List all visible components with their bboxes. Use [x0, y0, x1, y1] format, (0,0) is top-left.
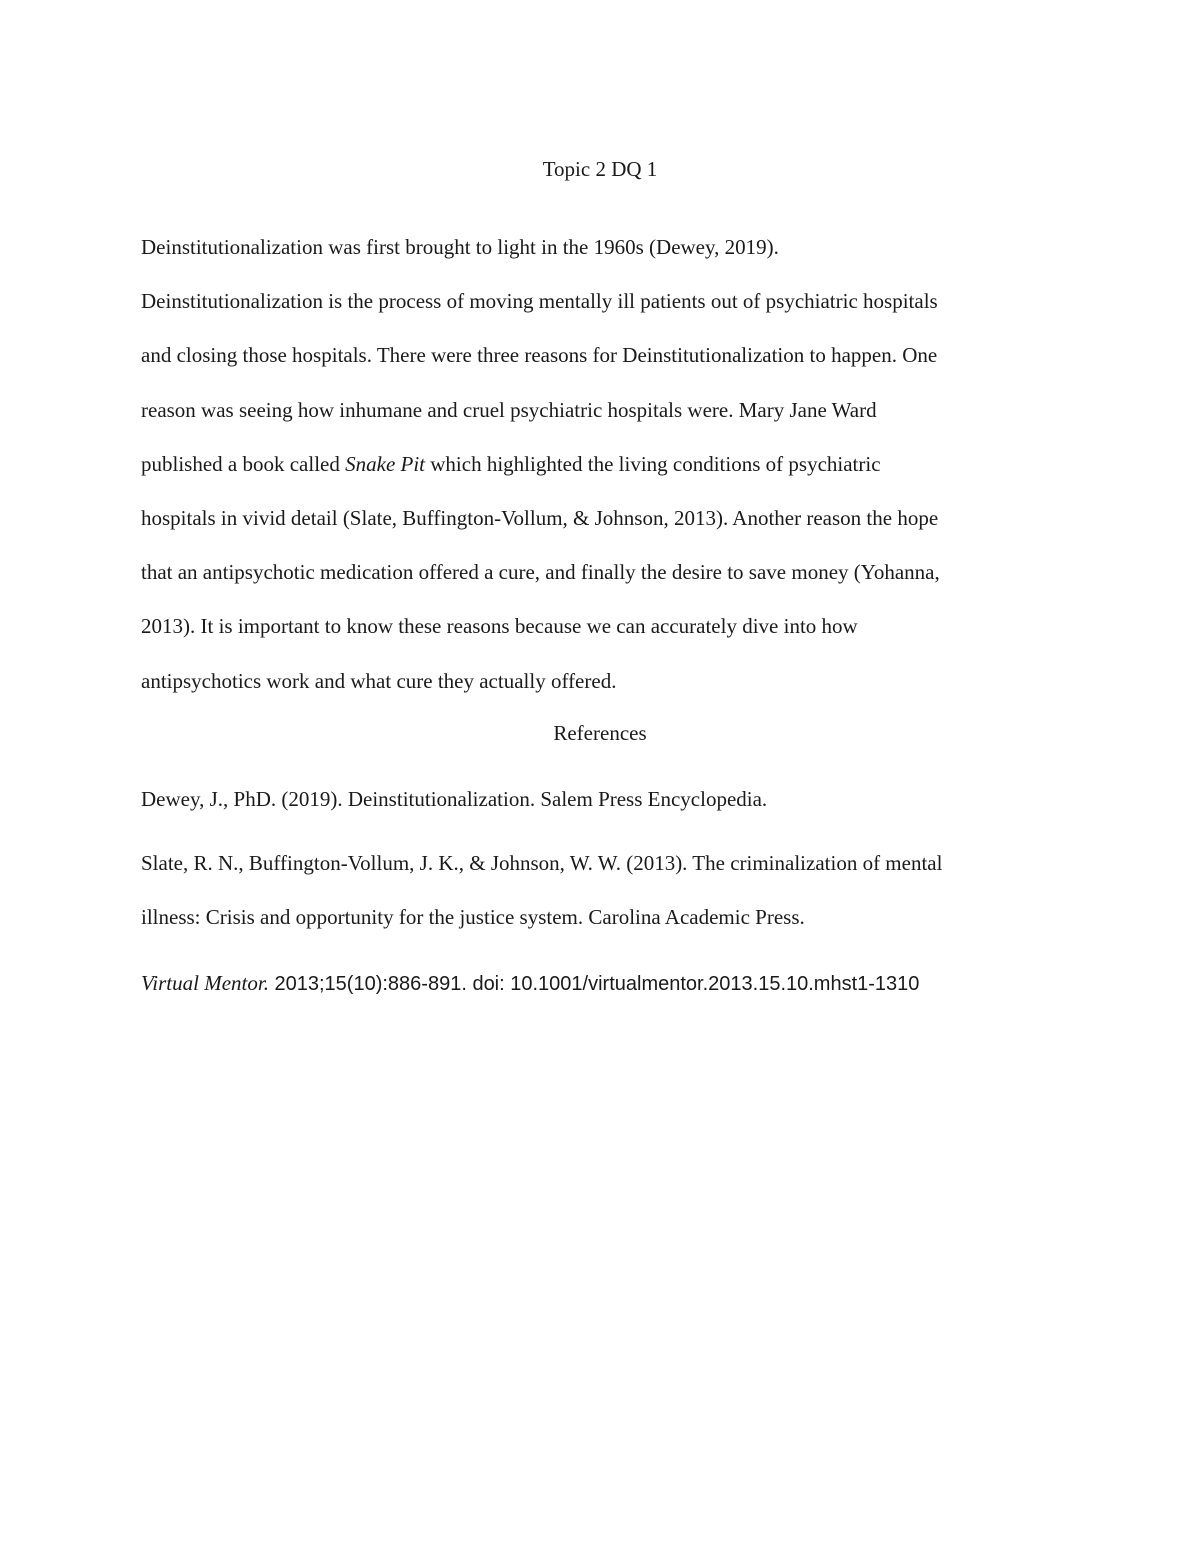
reference-entry-continuation: illness: Crisis and opportunity for the justice system. Carolina Academic Press.	[141, 905, 805, 929]
document-title: Topic 2 DQ 1	[542, 157, 658, 181]
reference-entry: Virtual Mentor. 2013;15(10):886-891. doi: 10.1001/virtualmentor.2013.15.10.mhst1-1310	[141, 971, 920, 995]
reference-entry: Slate, R. N., Buffington-Vollum, J. K., & Johnson, W. W. (2013). The criminalization of mental	[141, 851, 943, 875]
body-line: 2013). It is important to know these reasons because we can accurately dive into how	[141, 614, 858, 639]
body-line: that an antipsychotic medication offered a cure, and finally the desire to save money (Yohanna,	[141, 560, 940, 585]
references-heading: References	[553, 721, 647, 745]
body-line: Deinstitutionalization is the process of moving mentally ill patients out of psychiatric hospitals	[141, 289, 938, 314]
journal-title: Virtual Mentor.	[141, 971, 269, 995]
body-line: hospitals in vivid detail (Slate, Buffington-Vollum, & Johnson, 2013). Another reason the hope	[141, 506, 939, 531]
book-title: Snake Pit	[345, 451, 426, 476]
reference-entry: Dewey, J., PhD. (2019). Deinstitutionalization. Salem Press Encyclopedia.	[141, 787, 768, 811]
body-line: reason was seeing how inhumane and cruel psychiatric hospitals were. Mary Jane Ward	[141, 397, 877, 422]
body-line: Deinstitutionalization was first brought to light in the 1960s (Dewey, 2019).	[141, 235, 779, 259]
body-line: published a book called Snake Pit which highlighted the living conditions of psychiatric	[141, 451, 881, 476]
body-line: and closing those hospitals. There were three reasons for Deinstitutionalization to happen. One	[141, 343, 938, 368]
body-paragraph	[141, 220, 1061, 708]
body-line: antipsychotics work and what cure they actually offered.	[141, 668, 617, 693]
